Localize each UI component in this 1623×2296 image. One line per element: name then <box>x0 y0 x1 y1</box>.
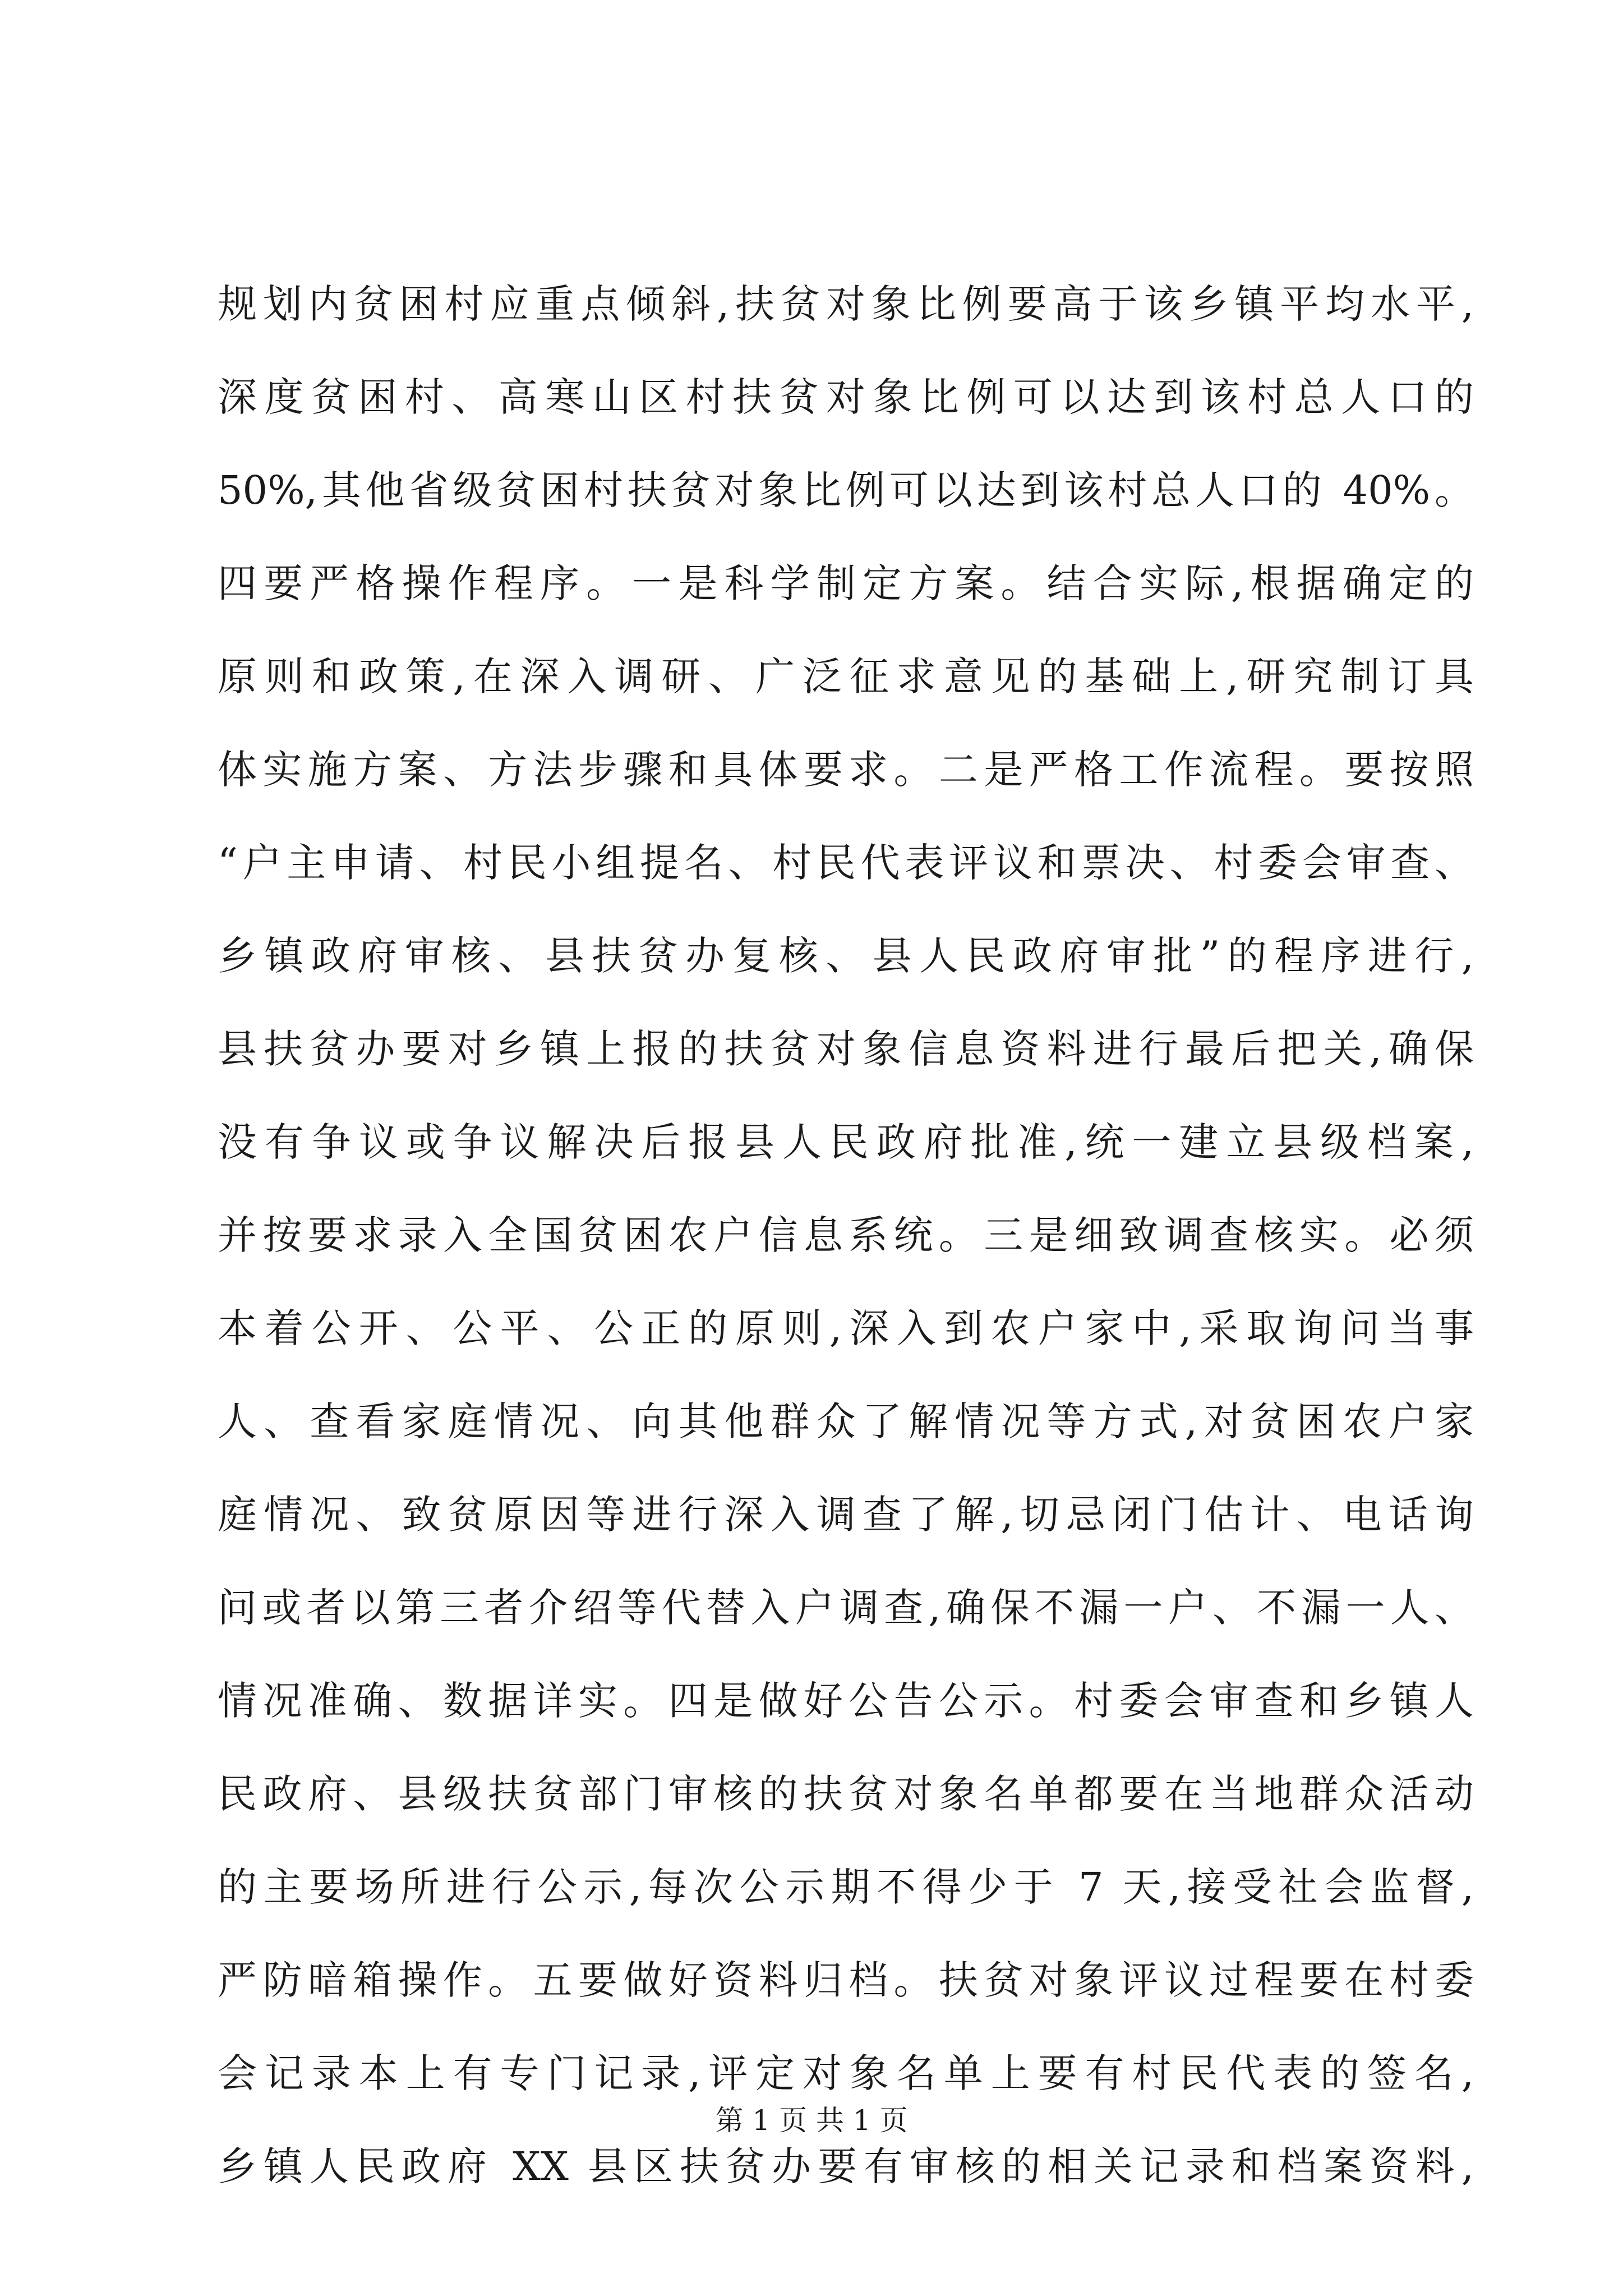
text-line: 问或者以第三者介绍等代替入户调查,确保不漏一户、不漏一人、 <box>218 1585 1474 1631</box>
text-line: 情况准确、数据详实。四是做好公告公示。村委会审查和乡镇人 <box>218 1678 1474 1724</box>
text-line: 庭情况、致贫原因等进行深入调查了解,切忌闭门估计、电话询 <box>218 1492 1474 1538</box>
text-line: 没有争议或争议解决后报县人民政府批准,统一建立县级档案, <box>218 1119 1474 1165</box>
text-line: 的主要场所进行公示,每次公示期不得少于 7 天,接受社会监督, <box>218 1864 1474 1910</box>
text-line: 民政府、县级扶贫部门审核的扶贫对象名单都要在当地群众活动 <box>218 1771 1474 1817</box>
text-line: 会记录本上有专门记录,评定对象名单上要有村民代表的签名, <box>218 2050 1474 2096</box>
page-footer: 第 1 页 共 1 页 <box>715 2104 908 2137</box>
text-line: 规划内贫困村应重点倾斜,扶贫对象比例要高于该乡镇平均水平, <box>218 281 1474 327</box>
text-line: 本着公开、公平、公正的原则,深入到农户家中,采取询问当事 <box>218 1305 1474 1351</box>
text-line: 50%,其他省级贫困村扶贫对象比例可以达到该村总人口的 40%。 <box>218 467 1474 513</box>
text-line: 体实施方案、方法步骤和具体要求。二是严格工作流程。要按照 <box>218 747 1474 793</box>
text-line: “户主申请、村民小组提名、村民代表评议和票决、村委会审查、 <box>218 840 1474 886</box>
body-text <box>218 257 1474 2213</box>
text-line: 四要严格操作程序。一是科学制定方案。结合实际,根据确定的 <box>218 560 1474 606</box>
text-line: 并按要求录入全国贫困农户信息系统。三是细致调查核实。必须 <box>218 1212 1474 1258</box>
text-line: 乡镇政府审核、县扶贫办复核、县人民政府审批”的程序进行, <box>218 933 1474 979</box>
text-line: 乡镇人民政府 XX 县区扶贫办要有审核的相关记录和档案资料, <box>218 2143 1474 2189</box>
text-line: 人、查看家庭情况、向其他群众了解情况等方式,对贫困农户家 <box>218 1398 1474 1444</box>
text-line: 严防暗箱操作。五要做好资料归档。扶贫对象评议过程要在村委 <box>218 1957 1474 2003</box>
text-line: 深度贫困村、高寒山区村扶贫对象比例可以达到该村总人口的 <box>218 374 1474 420</box>
text-line: 县扶贫办要对乡镇上报的扶贫对象信息资料进行最后把关,确保 <box>218 1026 1474 1072</box>
text-line: 原则和政策,在深入调研、广泛征求意见的基础上,研究制订具 <box>218 654 1474 700</box>
